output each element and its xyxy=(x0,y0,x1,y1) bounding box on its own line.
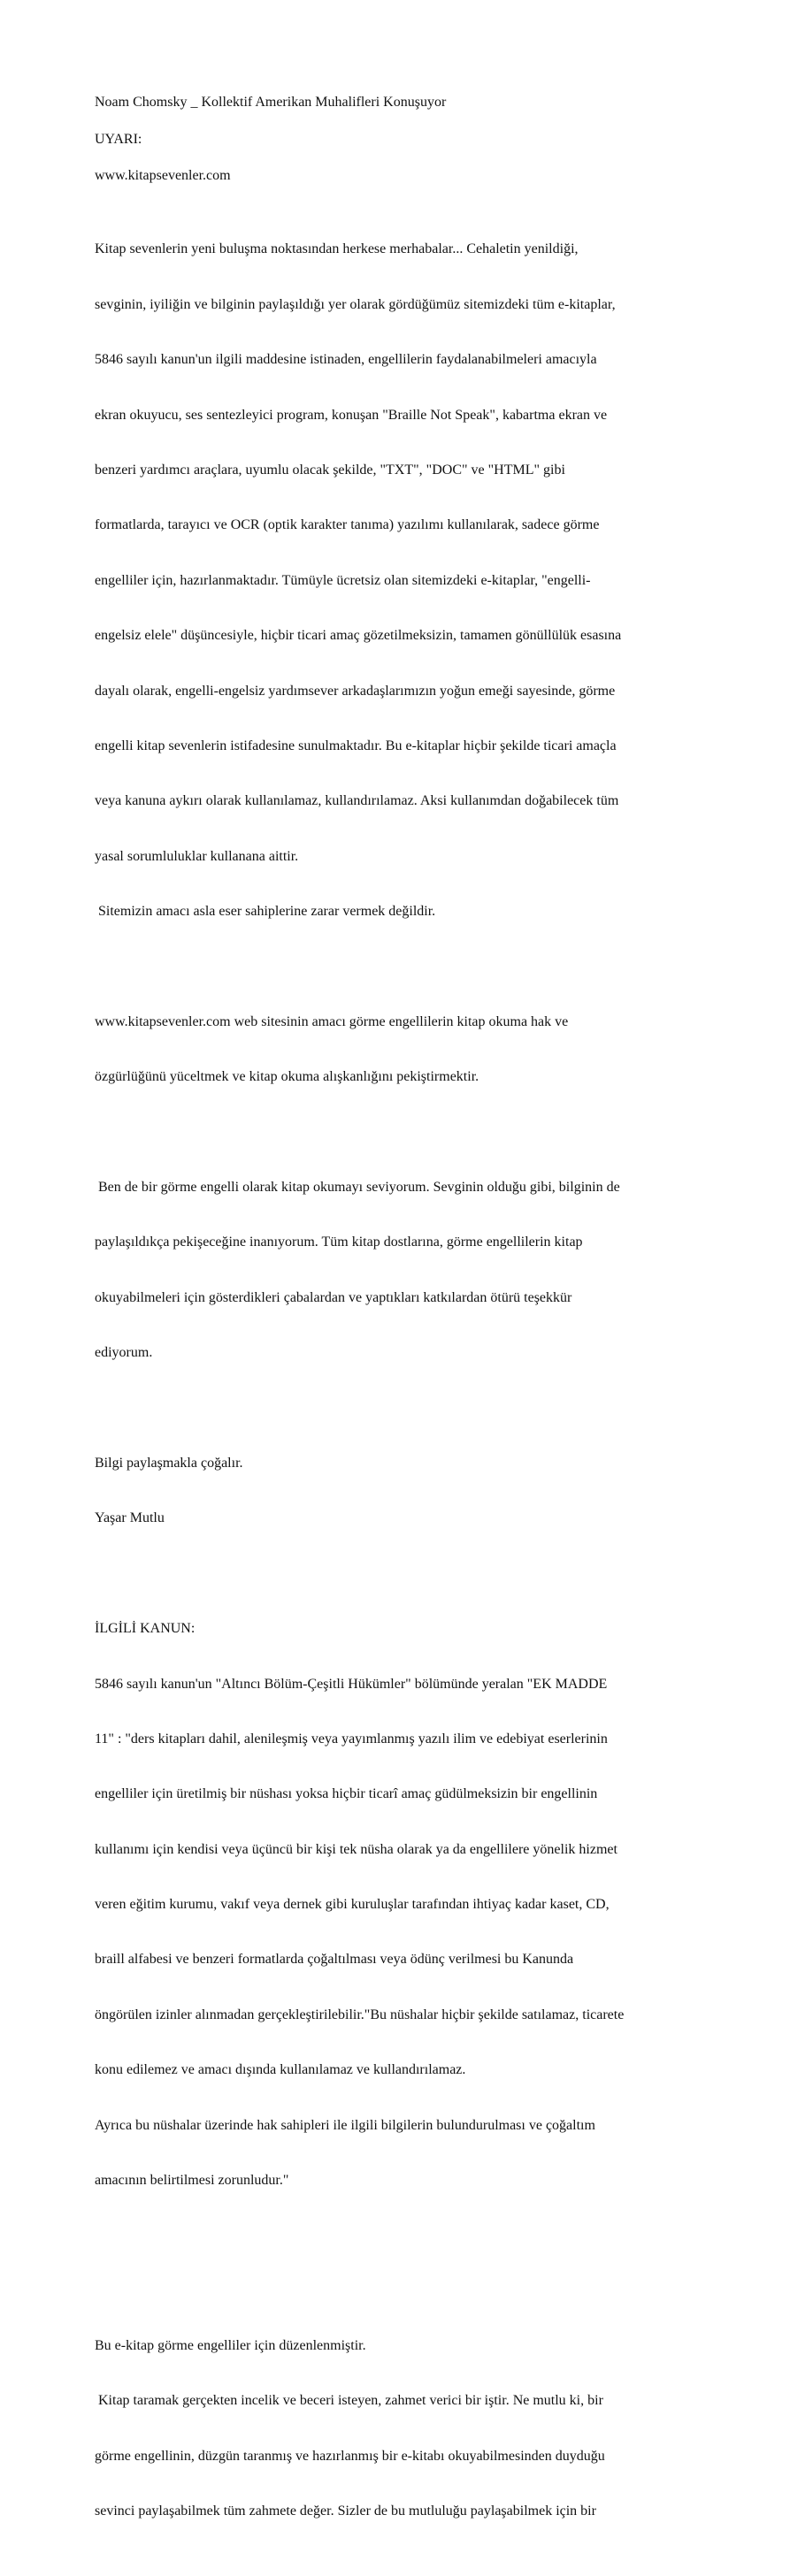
text-line: kullanımı için kendisi veya üçüncü bir kişi tek nüsha olarak ya da engellilere yönelik hizmet xyxy=(95,1841,617,1857)
intro-paragraph xyxy=(95,204,696,959)
text-line: engelsiz elele" düşüncesiyle, hiçbir ticari amaç gözetilmeksizin, tamamen gönüllülük esasına xyxy=(95,628,622,644)
warning-heading: UYARI: xyxy=(95,131,142,147)
text-line: konu edilemez ve amacı dışında kullanılamaz ve kullandırılamaz. xyxy=(95,2062,466,2078)
author-name: Yaşar Mutlu xyxy=(95,1510,165,1526)
text-line: Bu e-kitap görme engelliler için düzenlenmiştir. xyxy=(95,2337,366,2353)
motto-line: Bilgi paylaşmakla çoğalır. xyxy=(95,1455,243,1471)
document-page xyxy=(95,94,696,2576)
text-line: 5846 sayılı kanun'un ilgili maddesine istinaden, engellilerin faydalanabilmeleri amacıyla xyxy=(95,352,597,368)
purpose-paragraph xyxy=(95,976,696,1123)
document-title: Noam Chomsky _ Kollektif Amerikan Muhalifleri Konuşuyor xyxy=(95,95,447,110)
text-line: 11" : "ders kitapları dahil, alenileşmiş veya yayımlanmış yazılı ilim ve edebiyat eserlerinin xyxy=(95,1731,608,1747)
text-line: sevginin, iyiliğin ve bilginin paylaşıldığı yer olarak gördüğümüz sitemizdeki tüm e-kitaplar, xyxy=(95,296,616,312)
text-line: Kitap taramak gerçekten incelik ve beceri isteyen, zahmet verici bir iştir. Ne mutlu ki, bir xyxy=(95,2393,603,2409)
text-line: Ayrıca bu nüshalar üzerinde hak sahipleri ile ilgili bilgilerin bulundurulması ve çoğaltım xyxy=(95,2117,595,2133)
text-line: özgürlüğünü yüceltmek ve kitap okuma alışkanlığını pekiştirmektir. xyxy=(95,1069,479,1085)
law-heading: İLGİLİ KANUN: xyxy=(95,1621,196,1637)
text-line: benzeri yardımcı araçlara, uyumlu olacak şekilde, "TXT", "DOC" ve "HTML" gibi xyxy=(95,462,565,478)
text-line: amacının belirtilmesi zorunludur." xyxy=(95,2173,289,2189)
law-paragraph xyxy=(95,1584,696,2228)
text-line: görme engellinin, düzgün taranmış ve hazırlanmış bir e-kitabı okuyabilmesinden duyduğu xyxy=(95,2448,605,2464)
closing-paragraph xyxy=(95,2300,696,2557)
site-address: www.kitapsevenler.com xyxy=(95,168,231,184)
signature-block xyxy=(95,1418,696,1564)
text-line: www.kitapsevenler.com web sitesinin amacı görme engellilerin kitap okuma hak ve xyxy=(95,1013,569,1029)
text-line: okuyabilmeleri için gösterdikleri çabalardan ve yaptıkları katkılardan ötürü teşekkür xyxy=(95,1289,572,1305)
personal-paragraph xyxy=(95,1142,696,1399)
text-line: ekran okuyucu, ses sentezleyici program, konuşan "Braille Not Speak", kabartma ekran ve xyxy=(95,407,608,423)
text-line: ediyorum. xyxy=(95,1345,153,1361)
text-line: yasal sorumluluklar kullanana aittir. xyxy=(95,848,299,864)
text-line: öngörülen izinler alınmadan gerçekleştirilebilir."Bu nüshalar hiçbir şekilde satılamaz, ticarete xyxy=(95,2007,625,2022)
text-line: 5846 sayılı kanun'un "Altıncı Bölüm-Çeşitli Hükümler" bölümünde yeralan "EK MADDE xyxy=(95,1676,608,1692)
text-line: veya kanuna aykırı olarak kullanılamaz, kullandırılamaz. Aksi kullanımdan doğabilecek tüm xyxy=(95,793,619,809)
blank-space xyxy=(95,2245,696,2300)
text-line: formatlarda, tarayıcı ve OCR (optik karakter tanıma) yazılımı kullanılarak, sadece görme xyxy=(95,517,600,533)
text-line: sevinci paylaşabilmek tüm zahmete değer. Sizler de bu mutluluğu paylaşabilmek için bir xyxy=(95,2503,596,2519)
text-line: engelli kitap sevenlerin istifadesine sunulmaktadır. Bu e-kitaplar hiçbir şekilde ticari amaçla xyxy=(95,738,617,753)
text-line: dayalı olarak, engelli-engelsiz yardımsever arkadaşlarımızın yoğun emeği sayesinde, görme xyxy=(95,683,616,699)
text-line: engelliler için üretilmiş bir nüshası yoksa hiçbir ticarî amaç güdülmeksizin bir engellinin xyxy=(95,1786,598,1802)
text-line: Sitemizin amacı asla eser sahiplerine zarar vermek değildir. xyxy=(95,904,436,920)
text-line: engelliler için, hazırlanmaktadır. Tümüyle ücretsiz olan sitemizdeki e-kitaplar, "engelli- xyxy=(95,572,591,588)
text-line: paylaşıldıkça pekişeceğine inanıyorum. Tüm kitap dostlarına, görme engellilerin kitap xyxy=(95,1234,583,1250)
text-line: braill alfabesi ve benzeri formatlarda çoğaltılması veya ödünç verilmesi bu Kanunda xyxy=(95,1952,574,1968)
text-line: Kitap sevenlerin yeni buluşma noktasından herkese merhabalar... Cehaletin yenildiği, xyxy=(95,241,579,257)
text-line: Ben de bir görme engelli olarak kitap okumayı seviyorum. Sevginin olduğu gibi, bilginin de xyxy=(95,1180,620,1196)
text-line: veren eğitim kurumu, vakıf veya dernek gibi kuruluşlar tarafından ihtiyaç kadar kaset, CD, xyxy=(95,1897,610,1913)
